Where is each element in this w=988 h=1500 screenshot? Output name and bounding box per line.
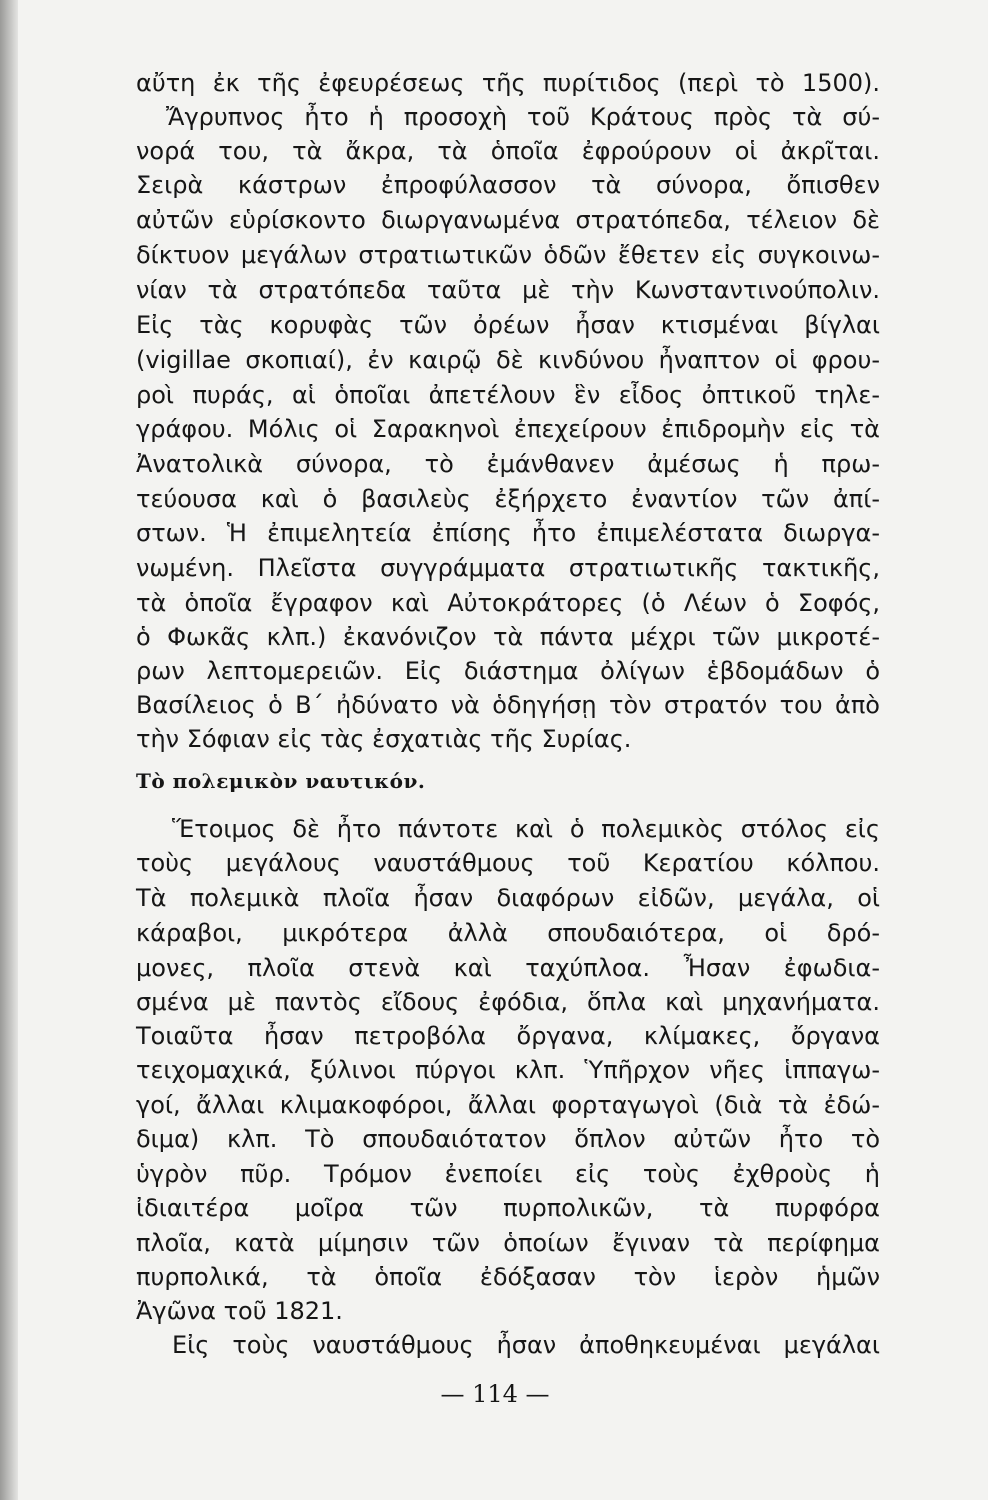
text-line: σμένα μὲ παντὸς εἴδους ἐφόδια, ὅπλα καὶ μηχανήματα. [136, 988, 880, 1016]
text-line: στων. Ἡ ἐπιμελητεία ἐπίσης ἦτο ἐπιμελέστατα διωργα- [136, 519, 880, 547]
text-line: Ἀνατολικὰ σύνορα, τὸ ἐμάνθανεν ἀμέσως ἡ πρω- [136, 450, 880, 478]
text-line: Εἰς τὰς κορυφὰς τῶν ὀρέων ἦσαν κτισμέναι βίγλαι [136, 311, 880, 339]
text-line: ρων λεπτομερειῶν. Εἰς διάστημα ὀλίγων ἑβδομάδων ὁ [136, 657, 880, 685]
text-line: Βασίλειος ὁ Β΄ ἠδύνατο νὰ ὁδηγήσῃ τὸν στρατόν του ἀπὸ [136, 691, 880, 719]
text-line: τὴν Σόφιαν εἰς τὰς ἐσχατιὰς τῆς Συρίας. [136, 725, 632, 753]
text-line: πλοῖα, κατὰ μίμησιν τῶν ὁποίων ἔγιναν τὰ περίφημα [136, 1229, 880, 1257]
text-line: νωμένη. Πλεῖστα συγγράμματα στρατιωτικῆς τακτικῆς, [136, 554, 880, 582]
text-line: τεύουσα καὶ ὁ βασιλεὺς ἐξήρχετο ἐναντίον τῶν ἀπί- [136, 485, 880, 513]
text-line: Ἄγρυπνος ἦτο ἡ προσοχὴ τοῦ Κράτους πρὸς τὰ σύ- [166, 103, 880, 131]
text-line: νορά του, τὰ ἄκρα, τὰ ὁποῖα ἐφρούρουν οἱ ἀκρῖται. [136, 137, 880, 165]
text-line: τὰ ὁποῖα ἔγραφον καὶ Αὐτοκράτορες (ὁ Λέων ὁ Σοφός, [136, 589, 880, 617]
text-line: μονες, πλοῖα στενὰ καὶ ταχύπλοα. Ἦσαν ἐφωδια- [136, 954, 880, 982]
text-line: (vigillae σκοπιαί), ἐν καιρῷ δὲ κινδύνου ἦναπτον οἱ φρου- [136, 346, 880, 374]
text-line: δίκτυον μεγάλων στρατιωτικῶν ὁδῶν ἔθετεν εἰς συγκοινω- [136, 241, 880, 269]
text-line: ὁ Φωκᾶς κλπ.) ἐκανόνιζον τὰ πάντα μέχρι τῶν μικροτέ- [136, 623, 880, 651]
text-line: Εἰς τοὺς ναυστάθμους ἦσαν ἀποθηκευμέναι μεγάλαι [172, 1331, 880, 1359]
text-line: Σειρὰ κάστρων ἐπροφύλασσον τὰ σύνορα, ὄπισθεν [136, 171, 880, 199]
text-line: ἰδιαιτέρα μοῖρα τῶν πυρπολικῶν, τὰ πυρφόρα [136, 1194, 880, 1222]
page-number: — 114 — [440, 1380, 550, 1408]
text-line: Τὰ πολεμικὰ πλοῖα ἦσαν διαφόρων εἰδῶν, μεγάλα, οἱ [136, 884, 880, 912]
page-edge-shadow [0, 0, 18, 1500]
text-line: αὐτῶν εὑρίσκοντο διωργανωμένα στρατόπεδα, τέλειον δὲ [136, 206, 880, 234]
text-line: αὔτη ἐκ τῆς ἐφευρέσεως τῆς πυρίτιδος (περὶ τὸ 1500). [136, 69, 880, 97]
text-line: ὑγρὸν πῦρ. Τρόμον ἐνεποίει εἰς τοὺς ἐχθροὺς ἡ [136, 1160, 880, 1188]
text-line: Τοιαῦτα ἦσαν πετροβόλα ὄργανα, κλίμακες, ὄργανα [136, 1022, 880, 1050]
text-line: νίαν τὰ στρατόπεδα ταῦτα μὲ τὴν Κωνσταντινούπολιν. [136, 276, 880, 304]
text-line: τειχομαχικά, ξύλινοι πύργοι κλπ. Ὑπῆρχον νῆες ἱππαγω- [136, 1056, 880, 1084]
text-line: διμα) κλπ. Τὸ σπουδαιότατον ὅπλον αὐτῶν ἦτο τὸ [136, 1125, 880, 1153]
text-line: κάραβοι, μικρότερα ἀλλὰ σπουδαιότερα, οἱ δρό- [136, 919, 880, 947]
text-line: πυρπολικά, τὰ ὁποῖα ἐδόξασαν τὸν ἱερὸν ἡμῶν [136, 1263, 880, 1291]
section-heading: Τὸ πολεμικὸν ναυτικόν. [136, 769, 426, 793]
text-line: γράφου. Μόλις οἱ Σαρακηνοὶ ἐπεχείρουν ἐπιδρομὴν εἰς τὰ [136, 415, 880, 443]
text-line: γοί, ἄλλαι κλιμακοφόροι, ἄλλαι φορταγωγοὶ (διὰ τὰ ἐδώ- [136, 1091, 880, 1119]
text-line: τοὺς μεγάλους ναυστάθμους τοῦ Κερατίου κόλπου. [136, 849, 880, 877]
text-line: Ἕτοιμος δὲ ἦτο πάντοτε καὶ ὁ πολεμικὸς στόλος εἰς [172, 815, 880, 843]
text-line: Ἀγῶνα τοῦ 1821. [136, 1297, 343, 1325]
text-line: ροὶ πυράς, αἱ ὁποῖαι ἀπετέλουν ἓν εἶδος ὀπτικοῦ τηλε- [136, 381, 880, 409]
